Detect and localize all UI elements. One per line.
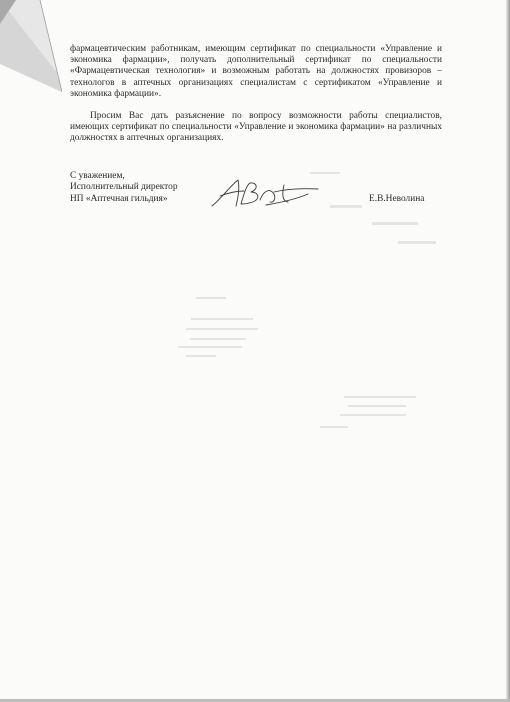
closing-regards: С уважением,	[70, 171, 125, 181]
letter-paragraph: Просим Вас дать разъяснение по вопросу возможности работы специалистов, имеющих сертификат по специальности «Управление и экономика фармации» на различных должностях в аптечных организациях.	[70, 111, 442, 144]
signer-position: Исполнительный директор	[70, 182, 178, 193]
folded-corner	[0, 0, 62, 92]
handwritten-signature	[208, 176, 320, 210]
closing-block	[70, 171, 178, 205]
letter-body	[70, 44, 442, 145]
letter-paragraph: фармацевтическим работникам, имеющим сертификат по специальности «Управление и экономика фармации», получать дополнительный сертификат по специальности «Фармацевтическая технология» и возможным работать на должностях провизоров – технологов в аптечных организациях специалистам с сертификатом «Управление и экономика фармации».	[70, 44, 442, 99]
page-edge	[506, 0, 510, 702]
signer-name: Е.В.Неволина	[369, 194, 425, 204]
signer-organization: НП «Аптечная гильдия»	[70, 193, 168, 204]
